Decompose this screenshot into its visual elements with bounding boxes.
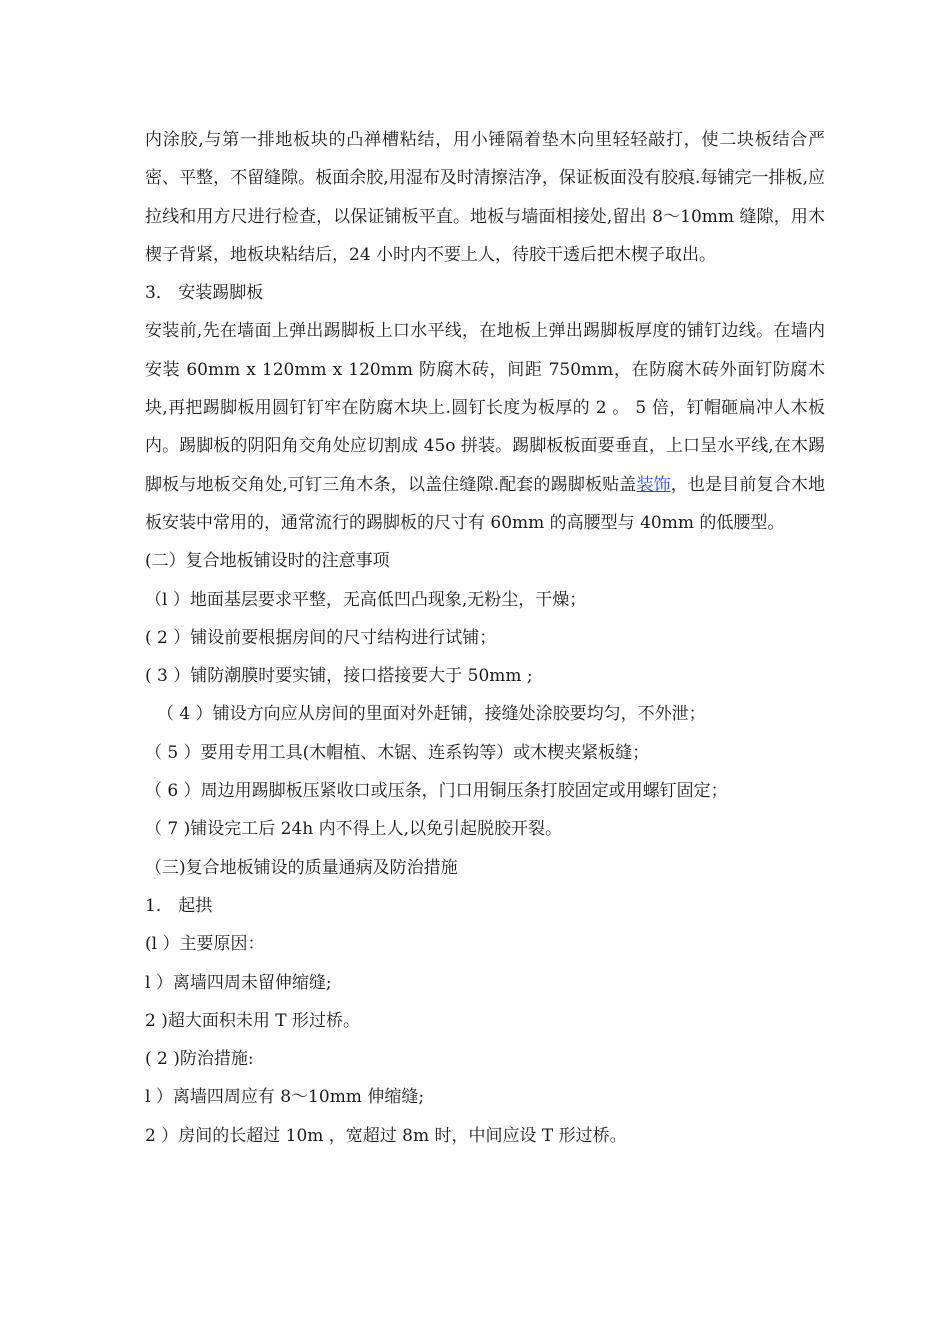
note-item: （ 5 ）要用专用工具(木帽植、木锯、连系钩等）或木楔夹紧板缝； <box>145 742 650 763</box>
measure-item: l ）离墙四周应有 8～10mm 伸缩缝; <box>145 1087 425 1108</box>
paragraph-skirting-text-after: ，也是目前复合木地板安装中常用的，通常流行的踢脚板的尺寸有 60mm 的高腰型与 40mm 的低腰型。 <box>145 474 826 533</box>
cause-item: l ）离墙四周未留伸缩缝; <box>145 972 332 993</box>
decoration-link[interactable]: 装饰 <box>636 474 671 495</box>
section-title-precautions: (二）复合地板铺设时的注意事项 <box>145 551 390 572</box>
heading-install-skirting: 3． 安装踢脚板 <box>145 283 264 304</box>
note-item: （l ）地面基层要求平整，无高低凹凸现象,无粉尘，干燥； <box>145 589 587 610</box>
cause-item: 2 )超大面积未用 T 形过桥。 <box>145 1010 360 1031</box>
note-item: ( 3 ）铺防潮膜时要实铺，接口搭接要大于 50mm ; <box>145 666 533 687</box>
note-item: （ 7 )铺设完工后 24h 内不得上人,以免引起脱胶开裂。 <box>145 819 563 840</box>
paragraph-skirting-text-before: 安装前,先在墙面上弹出踢脚板上口水平线，在地板上弹出踢脚板厚度的铺钉边线。在墙内安装 60mm x 120mm x 120mm 防腐木砖，间距 750mm，在防腐木砖外面钉防腐木块,再把踢脚板用圆钉钉牢在防腐木块上.圆钉长度为板厚的 2 。 5 倍，钉帽砸扁冲人木板内。踢脚板的阴阳角交角处应切割成 45o 拼装。踢脚板板面要垂直，上口呈水平线,在木踢脚板与地板交角处,可钉三角木条，以盖住缝隙.配套的踢脚板贴盖 <box>145 321 825 495</box>
measure-item: 2 ）房间的长超过 10m ，宽超过 8m 时，中间应设 T 形过桥。 <box>145 1125 627 1146</box>
note-item: ( 2 ）铺设前要根据房间的尺寸结构进行试铺； <box>145 627 497 648</box>
document-body <box>145 121 825 1155</box>
section-title-quality-issues: （三)复合地板铺设的质量通病及防治措施 <box>145 857 458 878</box>
cause-title: (l ）主要原因： <box>145 934 265 955</box>
measure-title: ( 2 )防治措施: <box>145 1049 254 1070</box>
note-item: （ 6 ）周边用踢脚板压紧收口或压条，门口用铜压条打胶固定或用螺钉固定； <box>145 781 728 802</box>
note-item: （ 4 ）铺设方向应从房间的里面对外赶铺，接缝处涂胶要均匀，不外泄； <box>157 704 706 725</box>
paragraph-glue-installation: 内涂胶,与第一排地板块的凸禅槽粘结，用小锤隔着垫木向里轻轻敲打，使二块板结合严密、平整，不留缝隙。板面余胶,用湿布及时清擦洁净，保证板面没有胶痕.每铺完一排板,应拉线和用方尺进行检查，以保证铺板平直。地板与墙面相接处,留出 8～10mm 缝隙，用木楔子背紧，地板块粘结后，24 小时内不要上人，待胶干透后把木楔子取出。 <box>145 130 825 265</box>
paragraph-skirting-installation <box>145 312 825 542</box>
item-title-arching: 1． 起拱 <box>145 895 213 916</box>
